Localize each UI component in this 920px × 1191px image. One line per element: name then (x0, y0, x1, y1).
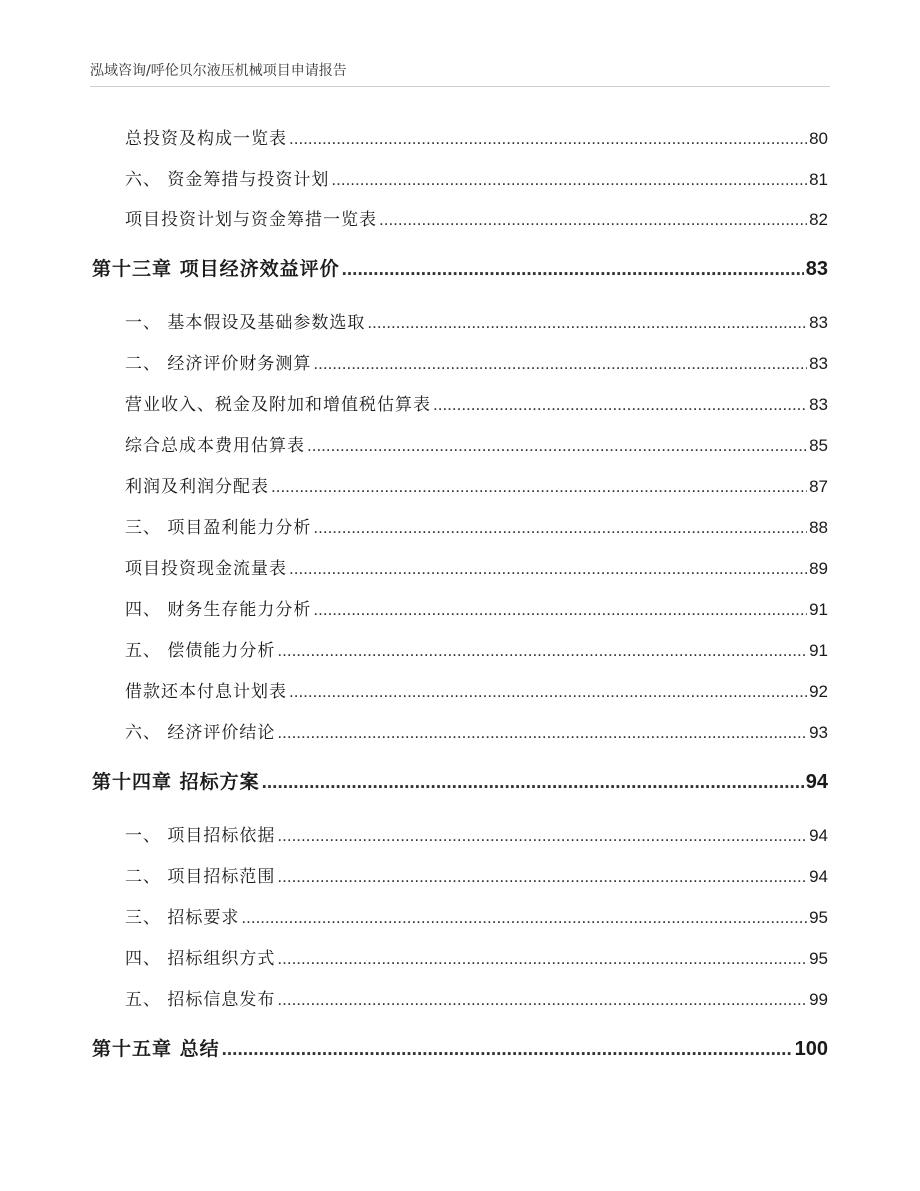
toc-entry-label: 三、 项目盈利能力分析 (125, 518, 312, 538)
toc-entry-label: 借款还本付息计划表 (125, 682, 287, 702)
toc-entry-label: 四、 财务生存能力分析 (125, 600, 312, 620)
toc-page-number: 93 (809, 723, 828, 742)
toc-page-number: 85 (809, 436, 828, 455)
toc-page-number: 80 (809, 129, 828, 148)
toc-entry[interactable] (125, 595, 828, 621)
toc-entry-label: 二、 经济评价财务测算 (125, 354, 312, 374)
toc-page-number: 83 (809, 395, 828, 414)
dot-leader (307, 436, 807, 456)
toc-entry[interactable] (125, 718, 828, 744)
toc-entry-label: 项目投资计划与资金筹措一览表 (125, 210, 377, 230)
toc-page-number: 95 (809, 949, 828, 968)
toc-entry-label: 一、 项目招标依据 (125, 826, 276, 846)
toc-entry[interactable] (125, 349, 828, 375)
toc-page-number: 83 (809, 313, 828, 332)
toc-page-number: 83 (805, 258, 828, 280)
toc-page-number: 95 (809, 908, 828, 927)
dot-leader (367, 313, 807, 333)
dot-leader (271, 477, 807, 497)
dot-leader (241, 908, 807, 928)
toc-entry-label: 利润及利润分配表 (125, 477, 269, 497)
toc-page-number: 94 (809, 867, 828, 886)
toc-entry[interactable] (125, 554, 828, 580)
toc-page-number: 81 (809, 170, 828, 189)
toc-entry-label: 一、 基本假设及基础参数选取 (125, 313, 366, 333)
toc-entry-label: 三、 招标要求 (125, 908, 240, 928)
toc-chapter-label: 第十三章 项目经济效益评价 (92, 258, 340, 280)
toc-page-number: 82 (809, 210, 828, 229)
toc-entry-label: 综合总成本费用估算表 (125, 436, 305, 456)
dot-leader (289, 682, 807, 702)
toc-entry[interactable] (125, 390, 828, 416)
dot-leader (313, 518, 807, 538)
dot-leader (313, 600, 807, 620)
toc-entry[interactable] (125, 431, 828, 457)
toc-page-number: 91 (809, 600, 828, 619)
dot-leader (289, 129, 807, 149)
dot-leader (379, 210, 807, 230)
toc-page-number: 94 (805, 771, 828, 793)
dot-leader (277, 949, 807, 969)
toc-entry[interactable] (125, 205, 828, 231)
toc-entry[interactable] (125, 985, 828, 1011)
toc-entry-label: 六、 经济评价结论 (125, 723, 276, 743)
toc-entry[interactable] (125, 308, 828, 334)
toc-entry[interactable] (125, 944, 828, 970)
toc-entry[interactable] (125, 903, 828, 929)
toc-chapter-entry[interactable] (92, 254, 828, 284)
dot-leader (331, 170, 807, 190)
toc-page-number: 94 (809, 826, 828, 845)
toc-entry[interactable] (125, 513, 828, 539)
toc-entry-label: 总投资及构成一览表 (125, 129, 287, 149)
toc-entry[interactable] (125, 821, 828, 847)
toc-entry-label: 项目投资现金流量表 (125, 559, 287, 579)
toc-chapter-entry[interactable] (92, 767, 828, 797)
toc-entry[interactable] (125, 124, 828, 150)
dot-leader (433, 395, 807, 415)
toc-page-number: 91 (809, 641, 828, 660)
toc-entry-label: 五、 偿债能力分析 (125, 641, 276, 661)
dot-leader (342, 259, 804, 281)
dot-leader (313, 354, 807, 374)
toc-entry[interactable] (125, 677, 828, 703)
dot-leader (277, 990, 807, 1010)
running-header: 泓域咨询/呼伦贝尔液压机械项目申请报告 (90, 63, 347, 79)
dot-leader (277, 723, 807, 743)
dot-leader (289, 559, 807, 579)
toc-page-number: 87 (809, 477, 828, 496)
toc-entry-label: 六、 资金筹措与投资计划 (125, 170, 330, 190)
toc-page-number: 92 (809, 682, 828, 701)
dot-leader (277, 826, 807, 846)
toc-page-number: 88 (809, 518, 828, 537)
dot-leader (262, 772, 804, 794)
dot-leader (222, 1039, 793, 1061)
toc-chapter-entry[interactable] (92, 1034, 828, 1064)
dot-leader (277, 867, 807, 887)
toc-entry-label: 五、 招标信息发布 (125, 990, 276, 1010)
toc-entry[interactable] (125, 165, 828, 191)
toc-entry[interactable] (125, 472, 828, 498)
toc-entry[interactable] (125, 862, 828, 888)
toc-chapter-label: 第十五章 总结 (92, 1038, 220, 1060)
toc-chapter-label: 第十四章 招标方案 (92, 771, 260, 793)
toc-page-number: 83 (809, 354, 828, 373)
toc-entry-label: 二、 项目招标范围 (125, 867, 276, 887)
toc-page-number: 100 (794, 1038, 828, 1060)
toc-page-number: 89 (809, 559, 828, 578)
toc-entry-label: 营业收入、税金及附加和增值税估算表 (125, 395, 431, 415)
toc-page-number: 99 (809, 990, 828, 1009)
dot-leader (277, 641, 807, 661)
toc-entry[interactable] (125, 636, 828, 662)
toc-entry-label: 四、 招标组织方式 (125, 949, 276, 969)
